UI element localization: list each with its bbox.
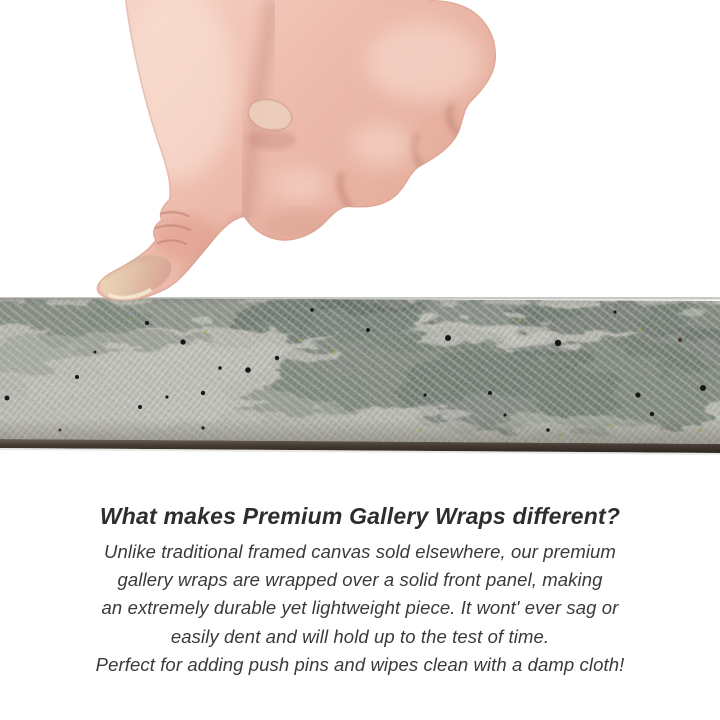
description-line: Unlike traditional framed canvas sold elsewhere, our premium: [104, 541, 616, 562]
canvas-edge-strip: [0, 292, 720, 455]
description-line: gallery wraps are wrapped over a solid front panel, making: [117, 569, 603, 591]
description-heading: What makes Premium Gallery Wraps different?: [99, 503, 621, 529]
hand-pressing-thumb: [95, 0, 496, 308]
description-line: easily dent and will hold up to the test of time.: [170, 625, 550, 647]
description-line: an extremely durable yet lightweight piece. It wont' ever sag or: [101, 597, 619, 619]
description-line: Perfect for adding push pins and wipes clean with a damp cloth!: [95, 653, 625, 675]
description-block: [20, 501, 700, 679]
index-fingertip-shadow: [248, 130, 296, 150]
canvas-strip-shading: [0, 294, 720, 446]
thumb-joint-redness: [154, 214, 218, 262]
